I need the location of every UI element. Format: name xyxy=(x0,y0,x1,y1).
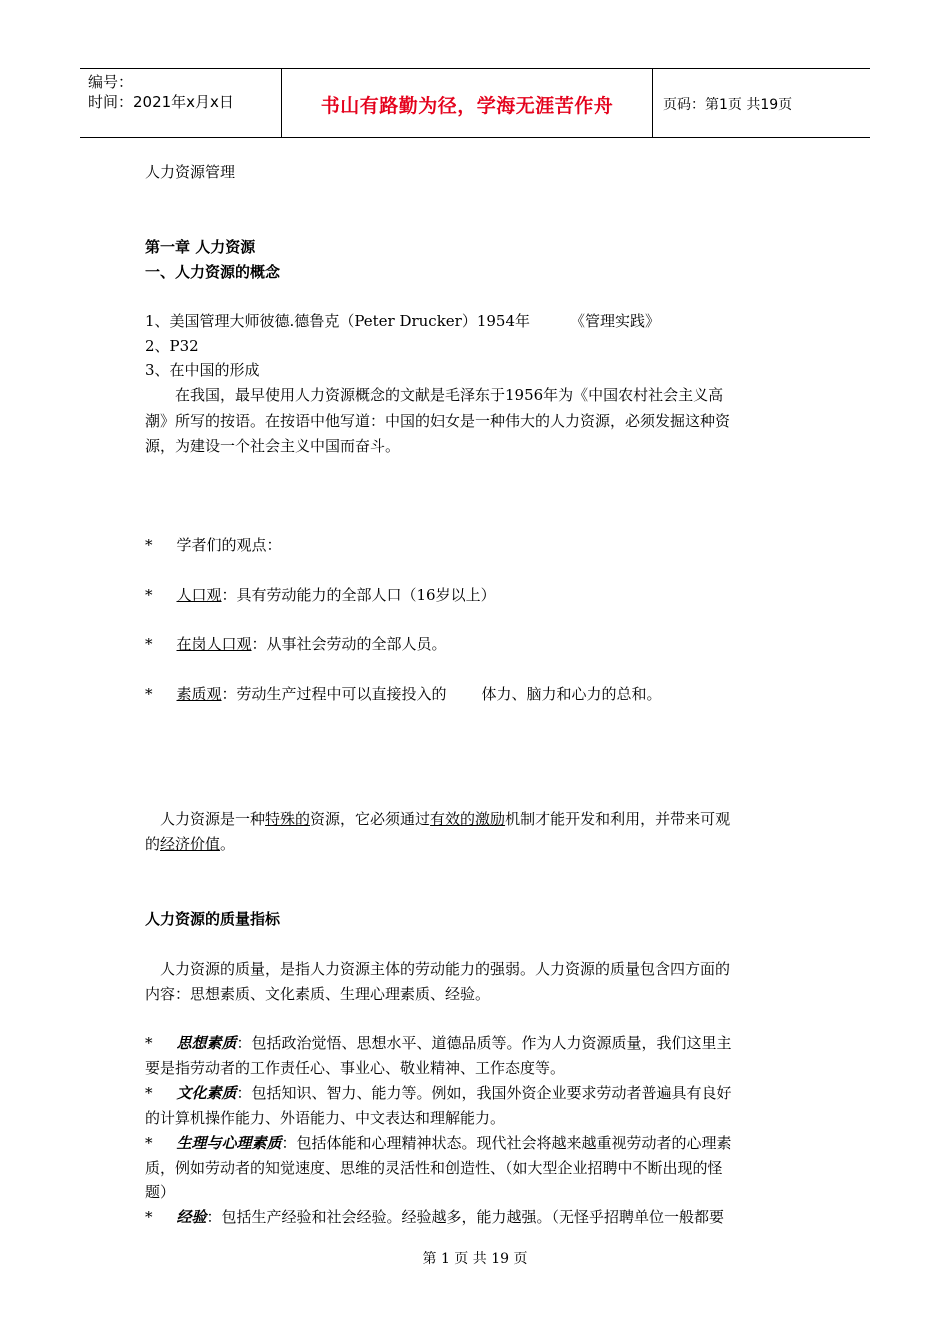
bullet-star: * xyxy=(145,685,153,703)
paragraph-line: 源，为建设一个社会主义中国而奋斗。 xyxy=(145,437,401,455)
list-item-text: 1、美国管理大师彼德.德鲁克（Peter Drucker）1954年 xyxy=(145,312,531,330)
list-item-text: ：包括政治觉悟、思想水平、道德品质等。作为人力资源质量，我们这里主 xyxy=(236,1034,732,1052)
section-heading: 人力资源的质量指标 xyxy=(145,910,281,928)
list-item-text: 学者们的观点： xyxy=(176,536,282,554)
list-item: 2、P32 xyxy=(145,337,199,355)
list-item-text: ：包括知识、智力、能力等。例如，我国外资企业要求劳动者普遍具有良好 xyxy=(236,1084,732,1102)
header-motto-cell xyxy=(282,69,653,137)
paragraph-line: 人力资源的质量，是指人力资源主体的劳动能力的强弱。人力资源的质量包含四方面的 xyxy=(160,960,731,978)
paragraph-line xyxy=(145,834,235,854)
paragraph-text: 。 xyxy=(220,835,236,853)
list-item-text: ：劳动生产过程中可以直接投入的 xyxy=(221,685,447,703)
document-title: 人力资源管理 xyxy=(145,163,236,181)
document-date-label: 时间：2021年x月x日 xyxy=(88,93,234,111)
document-number-label: 编号： xyxy=(88,73,134,91)
list-item xyxy=(145,311,660,331)
list-item xyxy=(145,1133,732,1153)
bullet-star: * xyxy=(145,536,153,554)
paragraph-text: 机制才能开发和利用，并带来可观 xyxy=(505,810,731,828)
paragraph-line: 题） xyxy=(145,1183,176,1201)
page-footer: 第 1 页 共 19 页 xyxy=(422,1251,528,1267)
paragraph-line: 的计算机操作能力、外语能力、中文表达和理解能力。 xyxy=(145,1109,506,1127)
paragraph-text: 资源，它必须通过 xyxy=(310,810,431,828)
bullet-star: * xyxy=(145,586,153,604)
chapter-heading: 第一章 人力资源 xyxy=(145,238,256,256)
list-item xyxy=(145,1083,732,1103)
paragraph-line xyxy=(160,809,730,829)
list-item-text: 体力、脑力和心力的总和。 xyxy=(481,685,662,703)
list-item xyxy=(145,1207,724,1227)
list-item: 3、在中国的形成 xyxy=(145,361,260,379)
term: 生理与心理素质 xyxy=(176,1134,282,1152)
header-page-number: 页码：第1页 共19页 xyxy=(663,97,793,113)
section-heading: 一、人力资源的概念 xyxy=(145,263,281,281)
bullet-star: * xyxy=(145,1084,153,1102)
paragraph-line: 质，例如劳动者的知觉速度、思维的灵活性和创造性、（如大型企业招聘中不断出现的怪 xyxy=(145,1159,723,1177)
list-item-text: ：包括生产经验和社会经验。经验越多，能力越强。（无怪乎招聘单位一般都要 xyxy=(206,1208,725,1226)
bullet-star: * xyxy=(145,1034,153,1052)
emphasis-text: 特殊的 xyxy=(265,810,311,828)
list-item-text: ：具有劳动能力的全部人口（16岁以上） xyxy=(221,586,496,604)
paragraph-line: 在我国，最早使用人力资源概念的文献是毛泽东于1956年为《中国农村社会主义高 xyxy=(175,386,724,404)
emphasis-text: 有效的激励 xyxy=(430,810,506,828)
term: 在岗人口观 xyxy=(176,635,252,653)
header-motto: 书山有路勤为径，学海无涯苦作舟 xyxy=(320,95,614,117)
list-item xyxy=(145,585,496,605)
list-item xyxy=(145,684,662,704)
list-item xyxy=(145,535,282,555)
paragraph-line: 要是指劳动者的工作责任心、事业心、敬业精神、工作态度等。 xyxy=(145,1059,566,1077)
list-item xyxy=(145,634,447,654)
paragraph-line: 潮》所写的按语。在按语中他写道：中国的妇女是一种伟大的人力资源，必须发掘这种资 xyxy=(145,412,731,430)
header-page-cell xyxy=(653,69,870,137)
term: 思想素质 xyxy=(176,1034,237,1052)
bullet-star: * xyxy=(145,635,153,653)
paragraph-text: 人力资源是一种 xyxy=(160,810,266,828)
header-info-cell xyxy=(80,69,282,137)
list-item-text: ：包括体能和心理精神状态。现代社会将越来越重视劳动者的心理素 xyxy=(281,1134,732,1152)
paragraph-line: 内容：思想素质、文化素质、生理心理素质、经验。 xyxy=(145,985,491,1003)
book-title: 《管理实践》 xyxy=(570,312,661,330)
list-item-text: ：从事社会劳动的全部人员。 xyxy=(251,635,447,653)
term: 素质观 xyxy=(176,685,222,703)
paragraph-text: 的 xyxy=(145,835,161,853)
list-item xyxy=(145,1033,732,1053)
term: 人口观 xyxy=(176,586,222,604)
term: 文化素质 xyxy=(176,1084,237,1102)
bullet-star: * xyxy=(145,1208,153,1226)
bullet-star: * xyxy=(145,1134,153,1152)
term: 经验 xyxy=(176,1208,207,1226)
page-header xyxy=(80,68,870,138)
emphasis-text: 经济价值 xyxy=(160,835,221,853)
